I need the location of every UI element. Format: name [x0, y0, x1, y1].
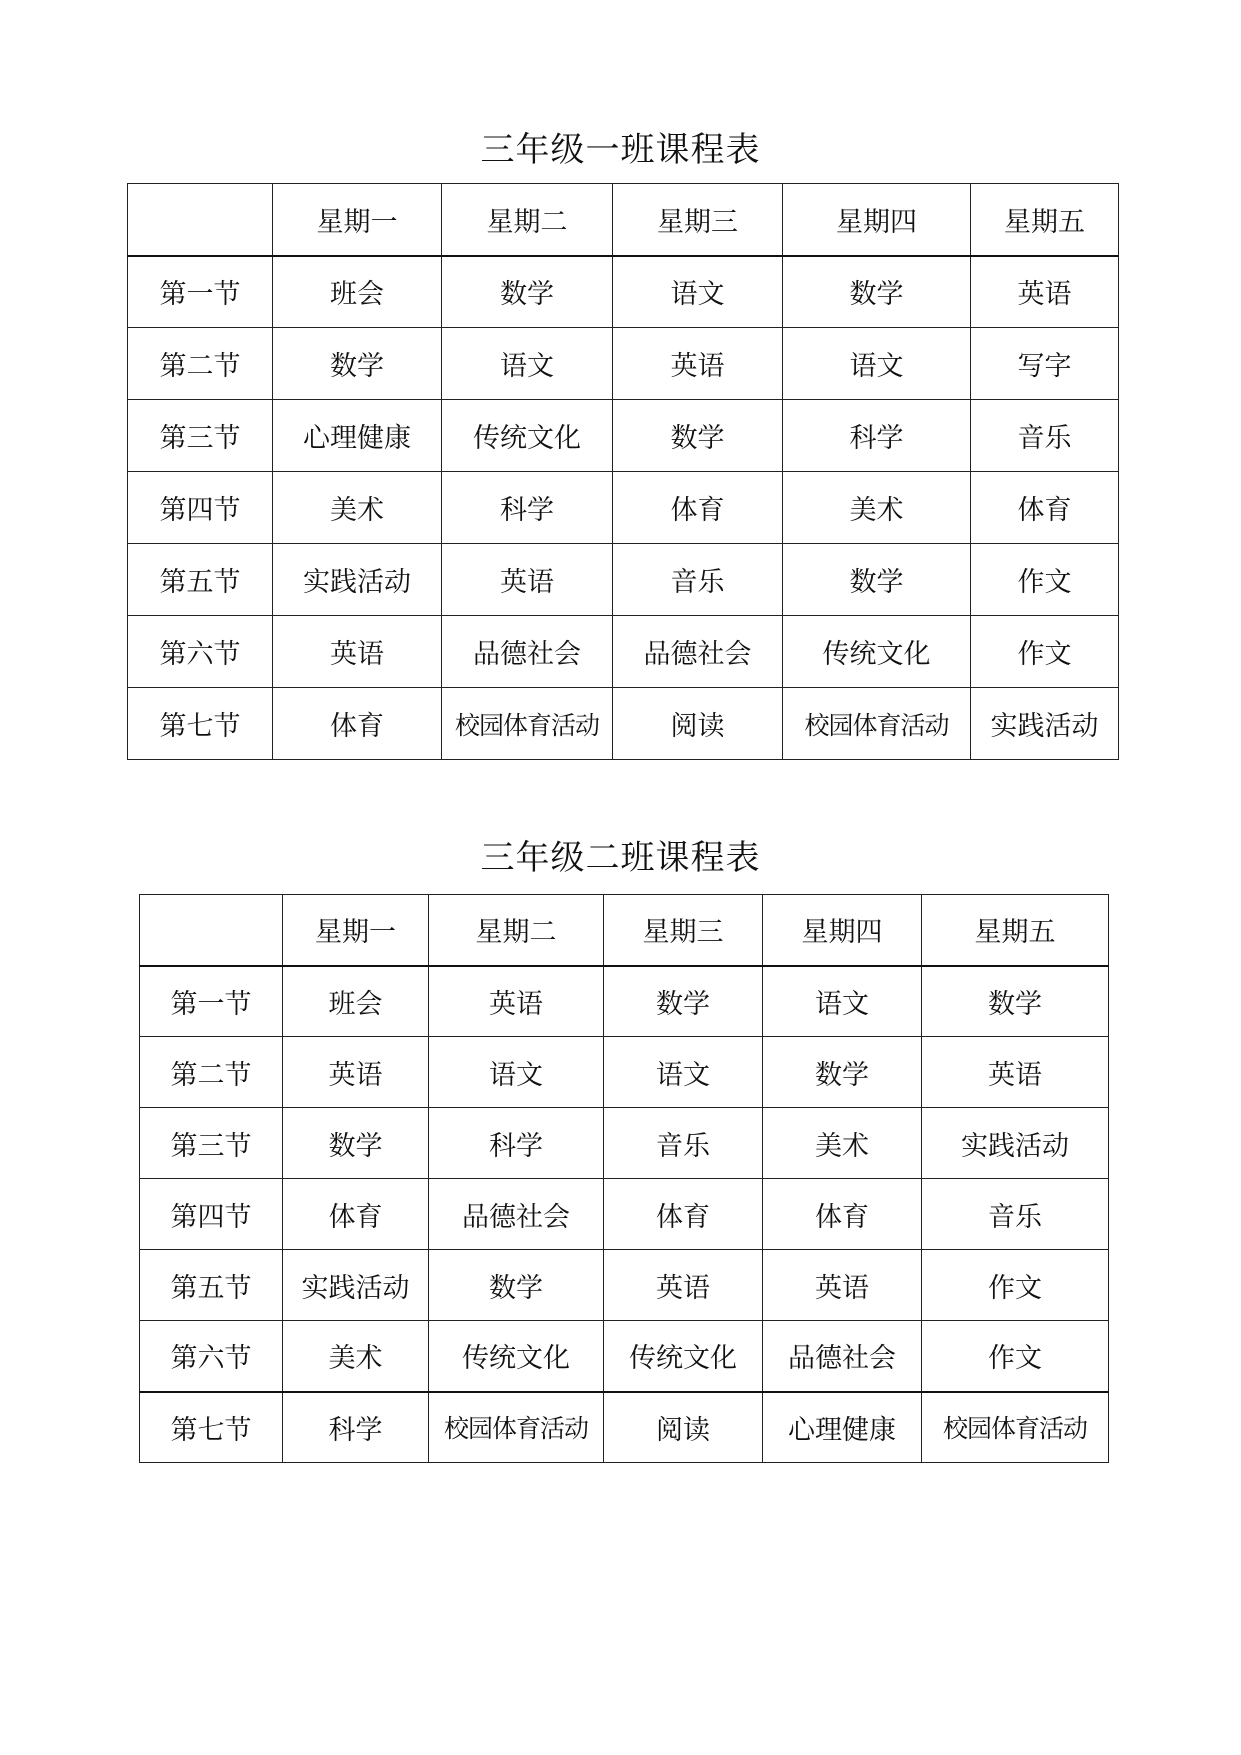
corner-cell	[140, 895, 283, 966]
class-cell: 语文	[604, 1037, 763, 1108]
class-cell: 阅读	[613, 688, 783, 760]
period-label: 第七节	[128, 688, 273, 760]
class-cell: 音乐	[604, 1108, 763, 1179]
class-cell: 传统文化	[783, 616, 971, 688]
class-cell: 音乐	[613, 544, 783, 616]
class-cell: 体育	[971, 472, 1119, 544]
class-cell: 校园体育活动	[429, 1392, 604, 1463]
class-cell: 写字	[971, 328, 1119, 400]
day-header: 星期四	[783, 184, 971, 256]
class-cell: 作文	[922, 1250, 1109, 1321]
class-cell: 英语	[922, 1037, 1109, 1108]
class-cell: 美术	[763, 1108, 922, 1179]
class-cell: 品德社会	[429, 1179, 604, 1250]
table-row	[140, 1250, 1109, 1321]
class-cell: 数学	[783, 256, 971, 328]
table-row	[128, 544, 1119, 616]
day-header: 星期四	[763, 895, 922, 966]
class-cell: 美术	[283, 1321, 429, 1392]
day-header: 星期三	[604, 895, 763, 966]
table-row	[140, 966, 1109, 1037]
class-cell: 语文	[429, 1037, 604, 1108]
period-label: 第一节	[128, 256, 273, 328]
day-header: 星期五	[971, 184, 1119, 256]
period-label: 第三节	[128, 400, 273, 472]
class-cell: 语文	[783, 328, 971, 400]
class-cell: 体育	[763, 1179, 922, 1250]
class-cell: 音乐	[922, 1179, 1109, 1250]
class-cell: 数学	[283, 1108, 429, 1179]
table-row	[128, 688, 1119, 760]
day-header: 星期一	[273, 184, 442, 256]
class-cell: 心理健康	[273, 400, 442, 472]
class-cell: 英语	[604, 1250, 763, 1321]
corner-cell	[128, 184, 273, 256]
schedule-table-class-1	[127, 183, 1119, 760]
class-cell: 心理健康	[763, 1392, 922, 1463]
schedule-table-class-2	[139, 894, 1109, 1463]
class-cell: 科学	[783, 400, 971, 472]
class-cell: 英语	[613, 328, 783, 400]
table-row	[128, 472, 1119, 544]
period-label: 第二节	[128, 328, 273, 400]
period-label: 第二节	[140, 1037, 283, 1108]
table-row	[140, 1321, 1109, 1392]
class-cell: 数学	[442, 256, 613, 328]
day-header: 星期一	[283, 895, 429, 966]
class-cell: 数学	[604, 966, 763, 1037]
day-header: 星期三	[613, 184, 783, 256]
header-row	[140, 895, 1109, 966]
day-header: 星期二	[429, 895, 604, 966]
class-cell: 英语	[429, 966, 604, 1037]
header-row	[128, 184, 1119, 256]
class-cell: 科学	[442, 472, 613, 544]
table-row	[140, 1108, 1109, 1179]
class-cell: 作文	[971, 544, 1119, 616]
class-cell: 校园体育活动	[783, 688, 971, 760]
class-cell: 英语	[763, 1250, 922, 1321]
class-cell: 班会	[283, 966, 429, 1037]
class-cell: 传统文化	[442, 400, 613, 472]
table-row	[128, 256, 1119, 328]
period-label: 第六节	[140, 1321, 283, 1392]
class-cell: 英语	[273, 616, 442, 688]
class-cell: 体育	[283, 1179, 429, 1250]
table-row	[128, 616, 1119, 688]
table-row	[140, 1179, 1109, 1250]
class-cell: 数学	[922, 966, 1109, 1037]
class-cell: 实践活动	[283, 1250, 429, 1321]
class-cell: 实践活动	[971, 688, 1119, 760]
class-cell: 实践活动	[273, 544, 442, 616]
period-label: 第三节	[140, 1108, 283, 1179]
class-cell: 数学	[429, 1250, 604, 1321]
class-cell: 美术	[273, 472, 442, 544]
table-row	[128, 400, 1119, 472]
class-cell: 数学	[783, 544, 971, 616]
class-cell: 数学	[273, 328, 442, 400]
table-row	[128, 328, 1119, 400]
period-label: 第五节	[128, 544, 273, 616]
class-cell: 实践活动	[922, 1108, 1109, 1179]
class-cell: 品德社会	[442, 616, 613, 688]
day-header: 星期五	[922, 895, 1109, 966]
class-cell: 美术	[783, 472, 971, 544]
class-cell: 科学	[429, 1108, 604, 1179]
class-cell: 音乐	[971, 400, 1119, 472]
class-cell: 语文	[442, 328, 613, 400]
class-cell: 传统文化	[604, 1321, 763, 1392]
class-cell: 班会	[273, 256, 442, 328]
class-cell: 语文	[613, 256, 783, 328]
class-cell: 体育	[273, 688, 442, 760]
class-cell: 体育	[613, 472, 783, 544]
schedule-title-class-1: 三年级一班课程表	[480, 130, 761, 170]
table-row	[140, 1037, 1109, 1108]
class-cell: 语文	[763, 966, 922, 1037]
day-header: 星期二	[442, 184, 613, 256]
table-row	[140, 1392, 1109, 1463]
class-cell: 校园体育活动	[922, 1392, 1109, 1463]
class-cell: 传统文化	[429, 1321, 604, 1392]
class-cell: 体育	[604, 1179, 763, 1250]
class-cell: 英语	[442, 544, 613, 616]
class-cell: 阅读	[604, 1392, 763, 1463]
class-cell: 科学	[283, 1392, 429, 1463]
class-cell: 校园体育活动	[442, 688, 613, 760]
class-cell: 作文	[922, 1321, 1109, 1392]
period-label: 第六节	[128, 616, 273, 688]
class-cell: 数学	[613, 400, 783, 472]
period-label: 第一节	[140, 966, 283, 1037]
period-label: 第五节	[140, 1250, 283, 1321]
class-cell: 品德社会	[613, 616, 783, 688]
class-cell: 品德社会	[763, 1321, 922, 1392]
period-label: 第四节	[128, 472, 273, 544]
period-label: 第七节	[140, 1392, 283, 1463]
class-cell: 英语	[283, 1037, 429, 1108]
schedule-title-class-2: 三年级二班课程表	[480, 838, 761, 878]
class-cell: 英语	[971, 256, 1119, 328]
class-cell: 作文	[971, 616, 1119, 688]
class-cell: 数学	[763, 1037, 922, 1108]
period-label: 第四节	[140, 1179, 283, 1250]
